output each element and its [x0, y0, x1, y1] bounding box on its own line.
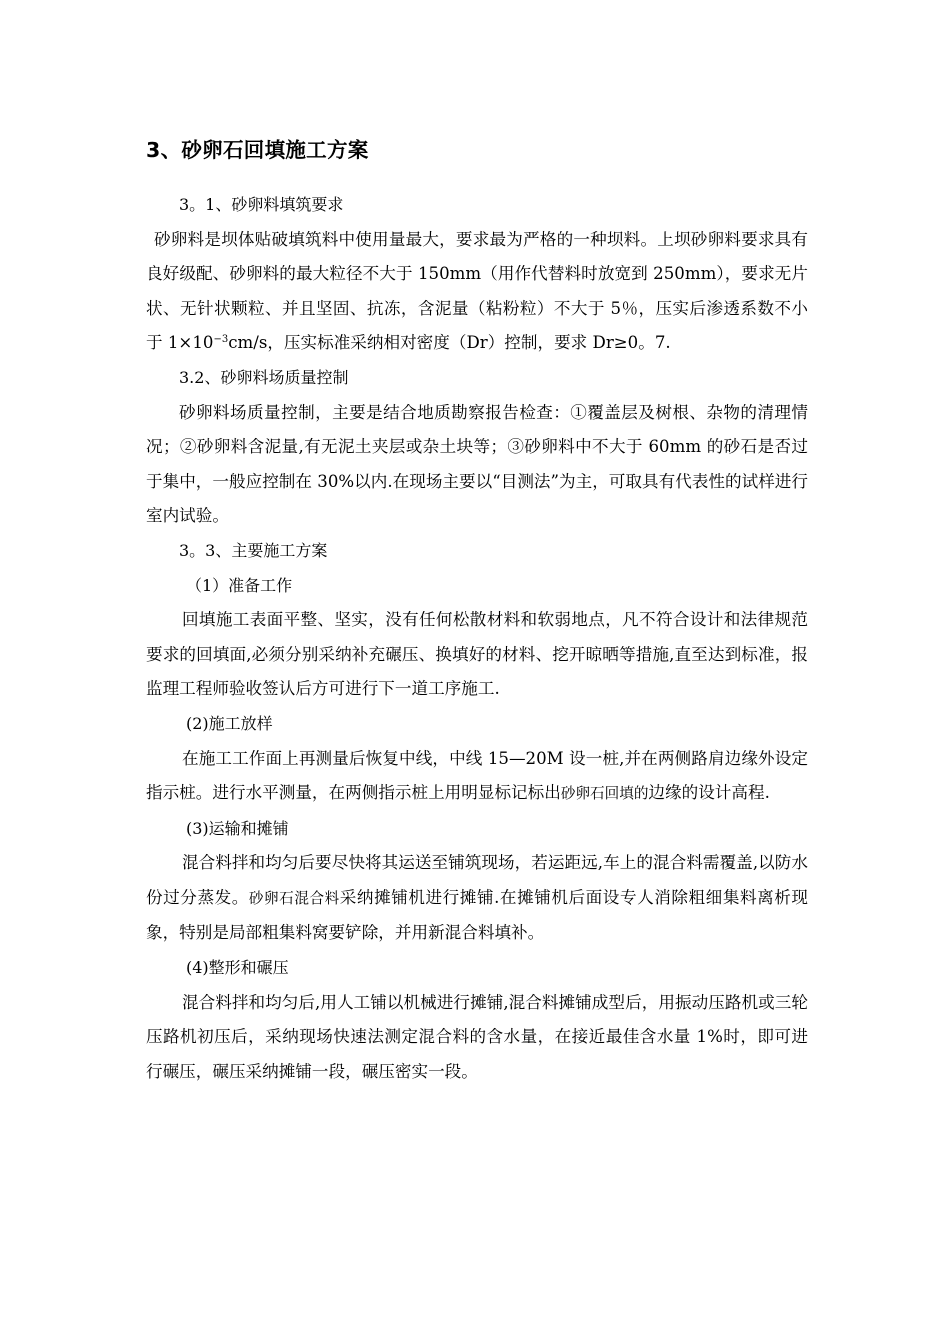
paragraph-setting-out: [146, 742, 808, 812]
subheading-shaping-rolling: (4)整形和碾压: [186, 958, 289, 978]
paragraph-text: 采纳摊铺机进行摊铺.在摊铺机后面设专人消除粗细集料离析现象，特别是局部粗集料窝要铲除，并用新混合料填补。: [146, 887, 809, 943]
paragraph-transport-paving: [146, 846, 808, 951]
subheading-setting-out: (2)施工放样: [186, 713, 273, 733]
paragraph-text: 边缘的设计高程.: [648, 783, 770, 803]
paragraph-text: 混合料拌和均匀后要尽快将其运送至铺筑现场，若运距远,车上的混合料需覆盖,以防水份过分蒸发。: [146, 853, 808, 907]
document-body: [146, 132, 808, 1089]
paragraph-preparation: 回填施工表面平整、坚实，没有任何松散材料和软弱地点，凡不符合设计和法律规范要求的回填面,必须分别采纳补充碾压、换填好的材料、挖开晾晒等措施,直至达到标准，报监理工程师验收签认后方可进行下一道工序施工.: [146, 610, 808, 699]
subheading-transport-paving: (3)运输和摊铺: [186, 818, 289, 838]
paragraph-text-small: 砂卵石混合料: [248, 889, 340, 907]
paragraph-text: 在施工工作面上再测量后恢复中线，中线 15—20M 设一桩,并在两侧路肩边缘外设定指示桩。进行水平测量，在两侧指示桩上用明显标记标出: [146, 748, 808, 803]
paragraph-quarry-quality-control: 砂卵料场质量控制，主要是结合地质勘察报告检查：①覆盖层及树根、杂物的清理情况；②砂卵料含泥量,有无泥土夹层或杂土块等；③砂卵料中不大于 60mm 的砂石是否过于集中，一般应控制在 30%以内.在现场主要以“目测法”为主，可取具有代表性的试样进行室内试验。: [146, 402, 808, 526]
subheading-preparation: （1）准备工作: [186, 575, 293, 595]
exponent: −3: [213, 334, 229, 346]
section-heading-3-2: 3.2、砂卵料场质量控制: [179, 367, 349, 387]
paragraph-text-small: 砂卵石回填的: [560, 785, 649, 803]
section-heading-3-1: 3。1、砂卵料填筑要求: [179, 195, 344, 214]
paragraph-text: 砂卵料是坝体贴破填筑料中使用量最大，要求最为严格的一种坝料。上坝砂卵料要求具有良好级配、砂卵料的最大粒径不大于 150mm（用作代替料时放宽到 250mm），要求无片状、无针状颗粒、并且坚固、抗冻，含泥量（粘粉粒）不大于 5％，压实后渗透系数不小于 1×10: [146, 229, 808, 353]
document-title: 3、砂卵石回填施工方案: [146, 138, 369, 162]
paragraph-sand-gravel-requirements: [146, 223, 808, 361]
paragraph-shaping-rolling: 混合料拌和均匀后,用人工铺以机械进行摊铺,混合料摊铺成型后，用振动压路机或三轮压路机初压后，采纳现场快速法测定混合料的含水量，在接近最佳含水量 1%时，即可进行碾压，碾压采纳摊铺一段，碾压密实一段。: [146, 992, 808, 1081]
paragraph-text: cm/s，压实标准采纳相对密度（Dr）控制，要求 Dr≥0。7.: [228, 333, 671, 353]
section-heading-3-3: 3。3、主要施工方案: [179, 540, 328, 560]
